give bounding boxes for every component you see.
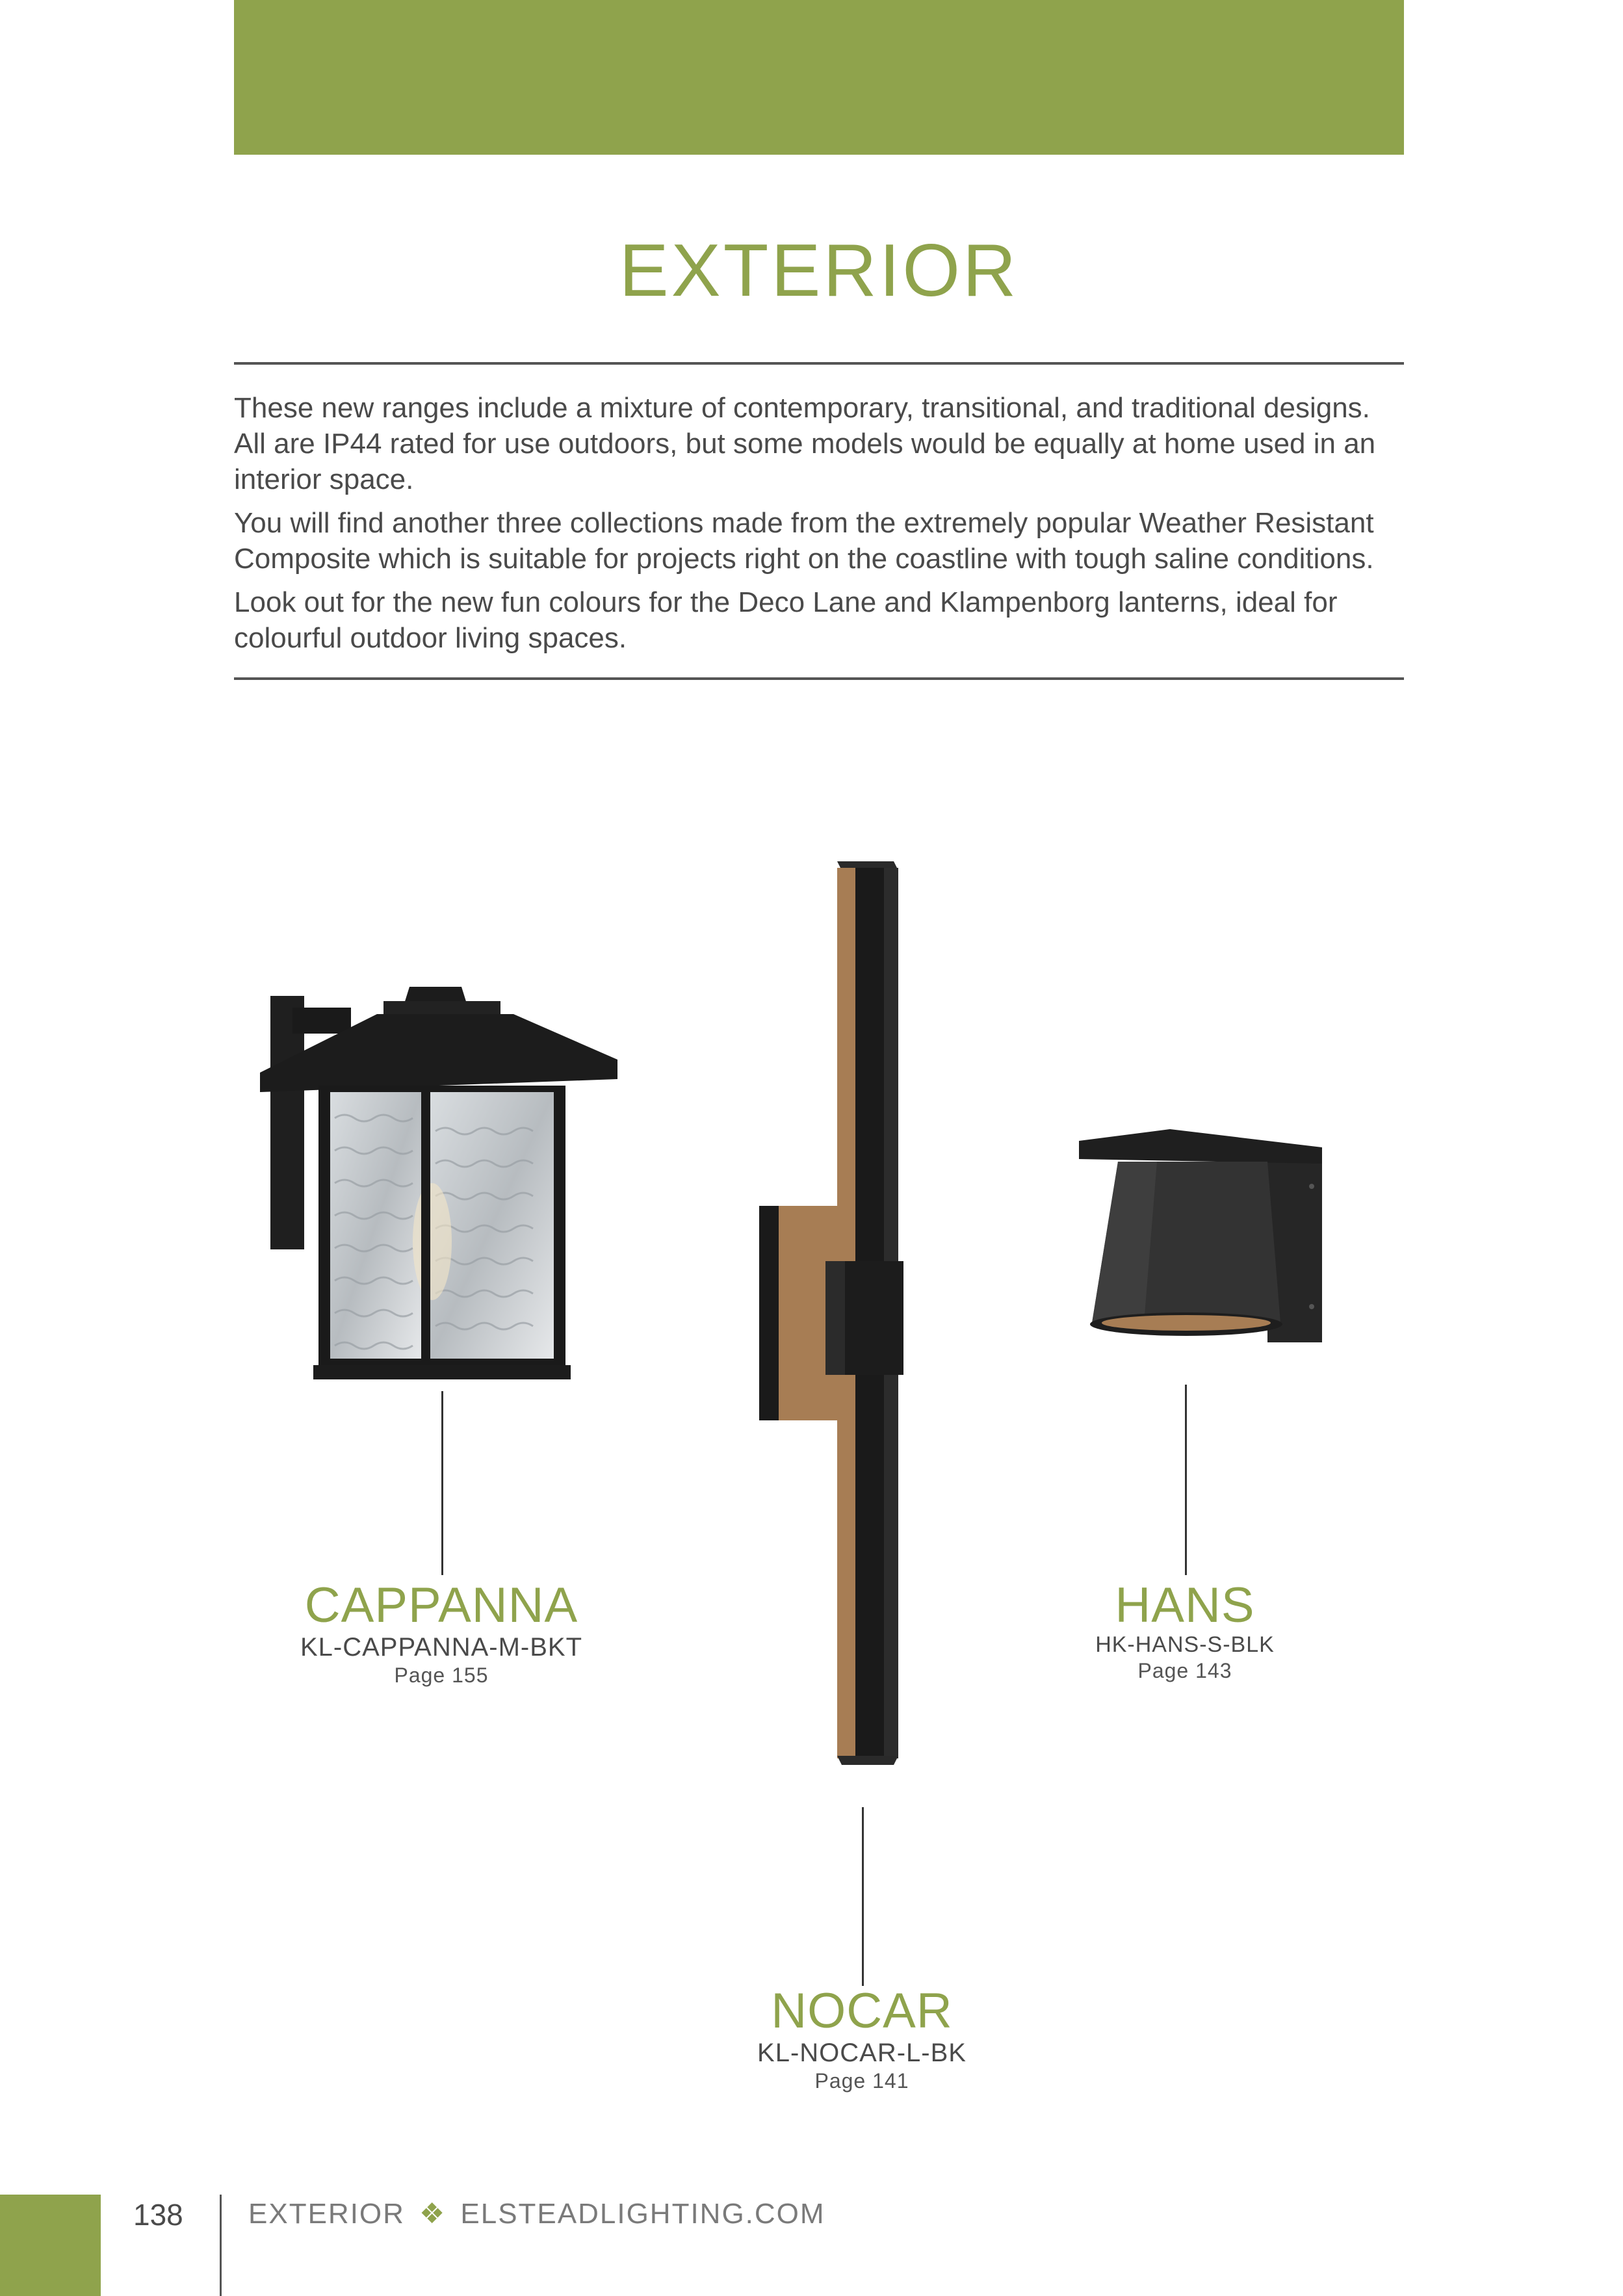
product-code: KL-CAPPANNA-M-BKT (300, 1632, 583, 1662)
product-page-ref: Page 155 (394, 1663, 489, 1687)
intro-paragraph-3: Look out for the new fun colours for the Deco Lane and Klampenborg lanterns, ideal for colourful outdoor living spaces. (234, 586, 1338, 654)
footer-running-head (248, 2197, 825, 2230)
product-hans (957, 1580, 1412, 1683)
product-code: KL-NOCAR-L-BK (757, 2038, 967, 2067)
intro-paragraph-2: You will find another three collections made from the extremely popular Weather Resistant Composite which is suitable for projects right on the coastline with tough saline conditions. (234, 507, 1374, 575)
lantern-wall-light-icon (253, 982, 630, 1385)
top-rule (234, 362, 1404, 365)
intro-paragraph-1: These new ranges include a mixture of contemporary, transitional, and traditional designs. All are IP44 rated for use outdoors, but some models would be equally at home used in an interior space. (234, 392, 1376, 495)
footer-section: EXTERIOR (248, 2198, 405, 2230)
product-cappanna (214, 1580, 669, 1688)
hans-leader-line (1185, 1385, 1187, 1575)
bottom-rule (234, 677, 1404, 680)
product-name: HANS (1115, 1578, 1255, 1633)
page-title: EXTERIOR (619, 229, 1019, 312)
footer-website-link[interactable]: ELSTEADLIGHTING.COM (460, 2198, 825, 2230)
linear-wall-light-icon (754, 861, 903, 1765)
header-band (234, 0, 1404, 155)
product-code: HK-HANS-S-BLK (1095, 1632, 1275, 1657)
cone-wall-light-icon (1072, 1128, 1326, 1349)
product-nocar (634, 1985, 1089, 2093)
cappanna-leader-line (441, 1391, 443, 1575)
product-page-ref: Page 141 (814, 2068, 909, 2093)
footer-accent-block (0, 2195, 101, 2296)
product-page-ref: Page 143 (1137, 1658, 1232, 1682)
page-number: 138 (133, 2198, 183, 2232)
nocar-leader-line (862, 1807, 864, 1986)
diamond-separator-icon: ❖ (419, 2198, 447, 2230)
product-name: CAPPANNA (304, 1578, 578, 1633)
product-name: NOCAR (771, 1983, 953, 2039)
footer-divider (220, 2195, 222, 2296)
intro-text (234, 390, 1404, 664)
